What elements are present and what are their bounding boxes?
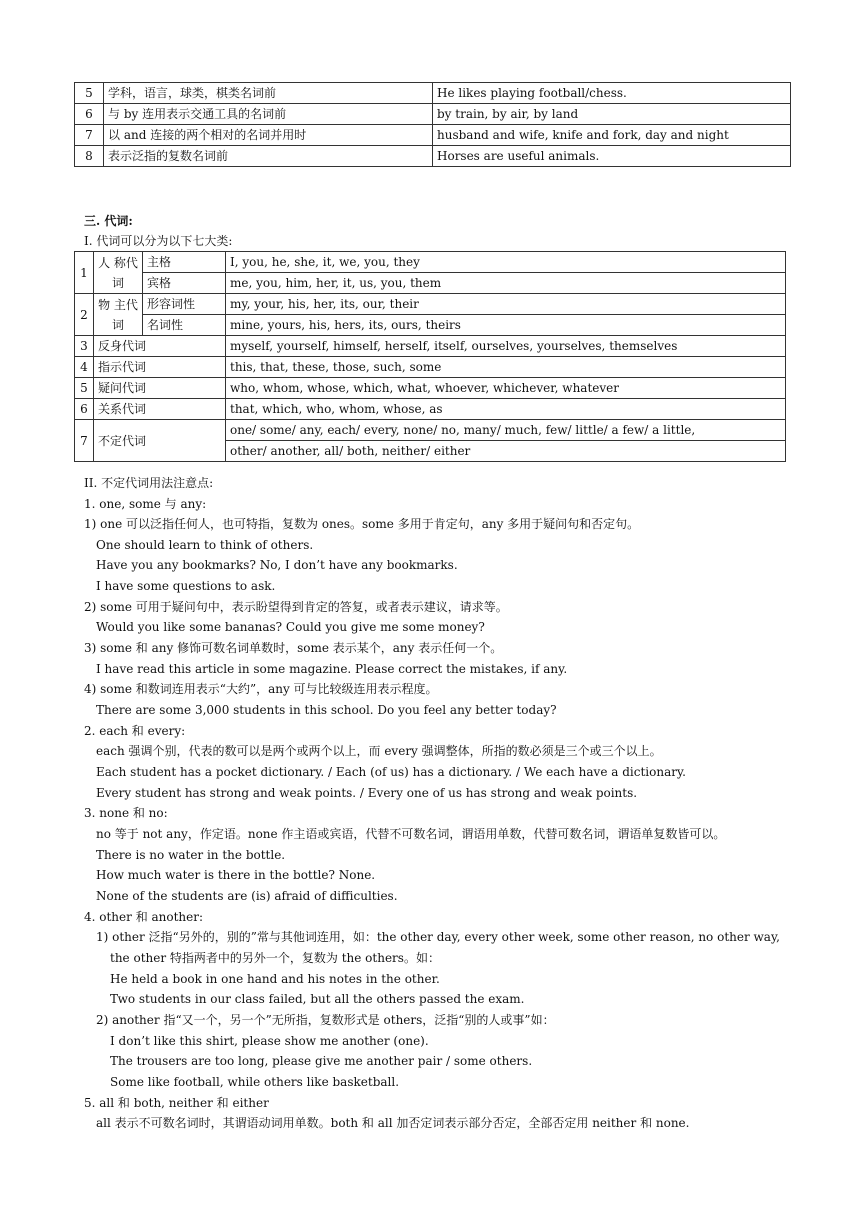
- usage-rule: 表示泛指的复数名词前: [104, 146, 433, 167]
- category-name: 物 主代词: [94, 294, 143, 336]
- pronoun-list: that, which, who, whom, whose, as: [226, 399, 786, 420]
- row-number: 2: [75, 294, 94, 336]
- rule-text: 2) some 可用于疑问句中，表示盼望得到肯定的答复，或者表示建议，请求等。: [84, 600, 508, 614]
- example-sentence: None of the students are (is) afraid of difficulties.: [96, 889, 398, 903]
- table-row: [75, 83, 791, 104]
- table-row: [75, 294, 786, 315]
- subsection-heading: I. 代词可以分为以下七大类:: [84, 234, 233, 248]
- item-heading: 4. other 和 another:: [84, 910, 204, 924]
- subcategory-name: 形容词性: [143, 294, 226, 315]
- row-number: 4: [75, 357, 94, 378]
- item-heading: 3. none 和 no:: [84, 806, 168, 820]
- table-row: [75, 378, 786, 399]
- pronoun-list: I, you, he, she, it, we, you, they: [226, 252, 786, 273]
- usage-example: He likes playing football/chess.: [433, 83, 791, 104]
- example-sentence: Two students in our class failed, but all the others passed the exam.: [110, 992, 525, 1006]
- example-sentence: Every student has strong and weak points. / Every one of us has strong and weak points.: [96, 786, 638, 800]
- example-sentence: Would you like some bananas? Could you give me some money?: [96, 620, 485, 634]
- article-usage-table: [74, 82, 791, 167]
- category-name: 指示代词: [94, 357, 226, 378]
- example-sentence: How much water is there in the bottle? None.: [96, 868, 376, 882]
- usage-rule: 与 by 连用表示交通工具的名词前: [104, 104, 433, 125]
- example-sentence: I have some questions to ask.: [96, 579, 276, 593]
- rule-text: no 等于 not any，作定语。none 作主语或宾语，代替不可数名词，谓语用单数，代替可数名词，谓语单复数皆可以。: [96, 827, 726, 841]
- example-sentence: Have you any bookmarks? No, I don’t have any bookmarks.: [96, 558, 458, 572]
- subcategory-name: 名词性: [143, 315, 226, 336]
- item-heading: 5. all 和 both, neither 和 either: [84, 1096, 269, 1110]
- row-number: 6: [75, 399, 94, 420]
- table-row: [75, 252, 786, 273]
- example-sentence: The trousers are too long, please give me another pair / some others.: [110, 1054, 533, 1068]
- table-row: [75, 399, 786, 420]
- pronoun-list: one/ some/ any, each/ every, none/ no, many/ much, few/ little/ a few/ a little,: [226, 420, 786, 441]
- category-name: 关系代词: [94, 399, 226, 420]
- rule-text: the other 特指两者中的另外一个，复数为 the others。如：: [110, 951, 440, 965]
- subcategory-name: 宾格: [143, 273, 226, 294]
- row-number: 6: [75, 104, 104, 125]
- example-sentence: I don’t like this shirt, please show me another (one).: [110, 1034, 429, 1048]
- row-number: 7: [75, 420, 94, 462]
- pronoun-list: who, whom, whose, which, what, whoever, whichever, whatever: [226, 378, 786, 399]
- example-sentence: There are some 3,000 students in this school. Do you feel any better today?: [96, 703, 557, 717]
- category-name: 人 称代词: [94, 252, 143, 294]
- category-name: 疑问代词: [94, 378, 226, 399]
- subcategory-name: 主格: [143, 252, 226, 273]
- table-row: [75, 420, 786, 441]
- rule-text: all 表示不可数名词时，其谓语动词用单数。both 和 all 加否定词表示部分否定，全部否定用 neither 和 none.: [96, 1116, 690, 1130]
- example-sentence: There is no water in the bottle.: [96, 848, 286, 862]
- example-sentence: He held a book in one hand and his notes in the other.: [110, 972, 440, 986]
- table-row: [75, 273, 786, 294]
- item-heading: 1. one, some 与 any:: [84, 497, 207, 511]
- table-row: [75, 357, 786, 378]
- category-name: 反身代词: [94, 336, 226, 357]
- usage-example: by train, by air, by land: [433, 104, 791, 125]
- usage-example: Horses are useful animals.: [433, 146, 791, 167]
- row-number: 3: [75, 336, 94, 357]
- example-sentence: I have read this article in some magazine. Please correct the mistakes, if any.: [96, 662, 568, 676]
- item-heading: 2. each 和 every:: [84, 724, 186, 738]
- row-number: 1: [75, 252, 94, 294]
- table-row: [75, 104, 791, 125]
- pronoun-list: myself, yourself, himself, herself, itself, ourselves, yourselves, themselves: [226, 336, 786, 357]
- pronoun-list: other/ another, all/ both, neither/ either: [226, 441, 786, 462]
- usage-rule: 学科，语言，球类，棋类名词前: [104, 83, 433, 104]
- subsection-heading: II. 不定代词用法注意点:: [84, 476, 214, 490]
- table-row: [75, 315, 786, 336]
- example-sentence: Each student has a pocket dictionary. / Each (of us) has a dictionary. / We each have a dictionary.: [96, 765, 686, 779]
- row-number: 5: [75, 378, 94, 399]
- rule-text: 3) some 和 any 修饰可数名词单数时，some 表示某个，any 表示任何一个。: [84, 641, 503, 655]
- rule-text: 2) another 指“又一个，另一个”无所指，复数形式是 others，泛指“别的人或事”如：: [96, 1013, 555, 1027]
- table-row: [75, 336, 786, 357]
- table-row: [75, 125, 791, 146]
- row-number: 5: [75, 83, 104, 104]
- pronoun-list: this, that, these, those, such, some: [226, 357, 786, 378]
- pronoun-list: my, your, his, her, its, our, their: [226, 294, 786, 315]
- example-sentence: One should learn to think of others.: [96, 538, 314, 552]
- example-sentence: Some like football, while others like basketball.: [110, 1075, 400, 1089]
- usage-example: husband and wife, knife and fork, day and night: [433, 125, 791, 146]
- pronoun-list: me, you, him, her, it, us, you, them: [226, 273, 786, 294]
- category-name: 不定代词: [94, 420, 226, 462]
- usage-rule: 以 and 连接的两个相对的名词并用时: [104, 125, 433, 146]
- pronoun-category-table: [74, 251, 786, 462]
- pronoun-list: mine, yours, his, hers, its, ours, theirs: [226, 315, 786, 336]
- rule-text: 1) other 泛指“另外的，别的”常与其他词连用，如：the other day, every other week, some other reason, no other way,: [96, 930, 780, 944]
- rule-text: 4) some 和数词连用表示“大约”，any 可与比较级连用表示程度。: [84, 682, 438, 696]
- rule-text: each 强调个别，代表的数可以是两个或两个以上，而 every 强调整体，所指的数必须是三个或三个以上。: [96, 744, 662, 758]
- row-number: 7: [75, 125, 104, 146]
- table-row: [75, 146, 791, 167]
- rule-text: 1) one 可以泛指任何人，也可特指，复数为 ones。some 多用于肯定句，any 多用于疑问句和否定句。: [84, 517, 640, 531]
- row-number: 8: [75, 146, 104, 167]
- section-heading: 三. 代词:: [84, 214, 133, 228]
